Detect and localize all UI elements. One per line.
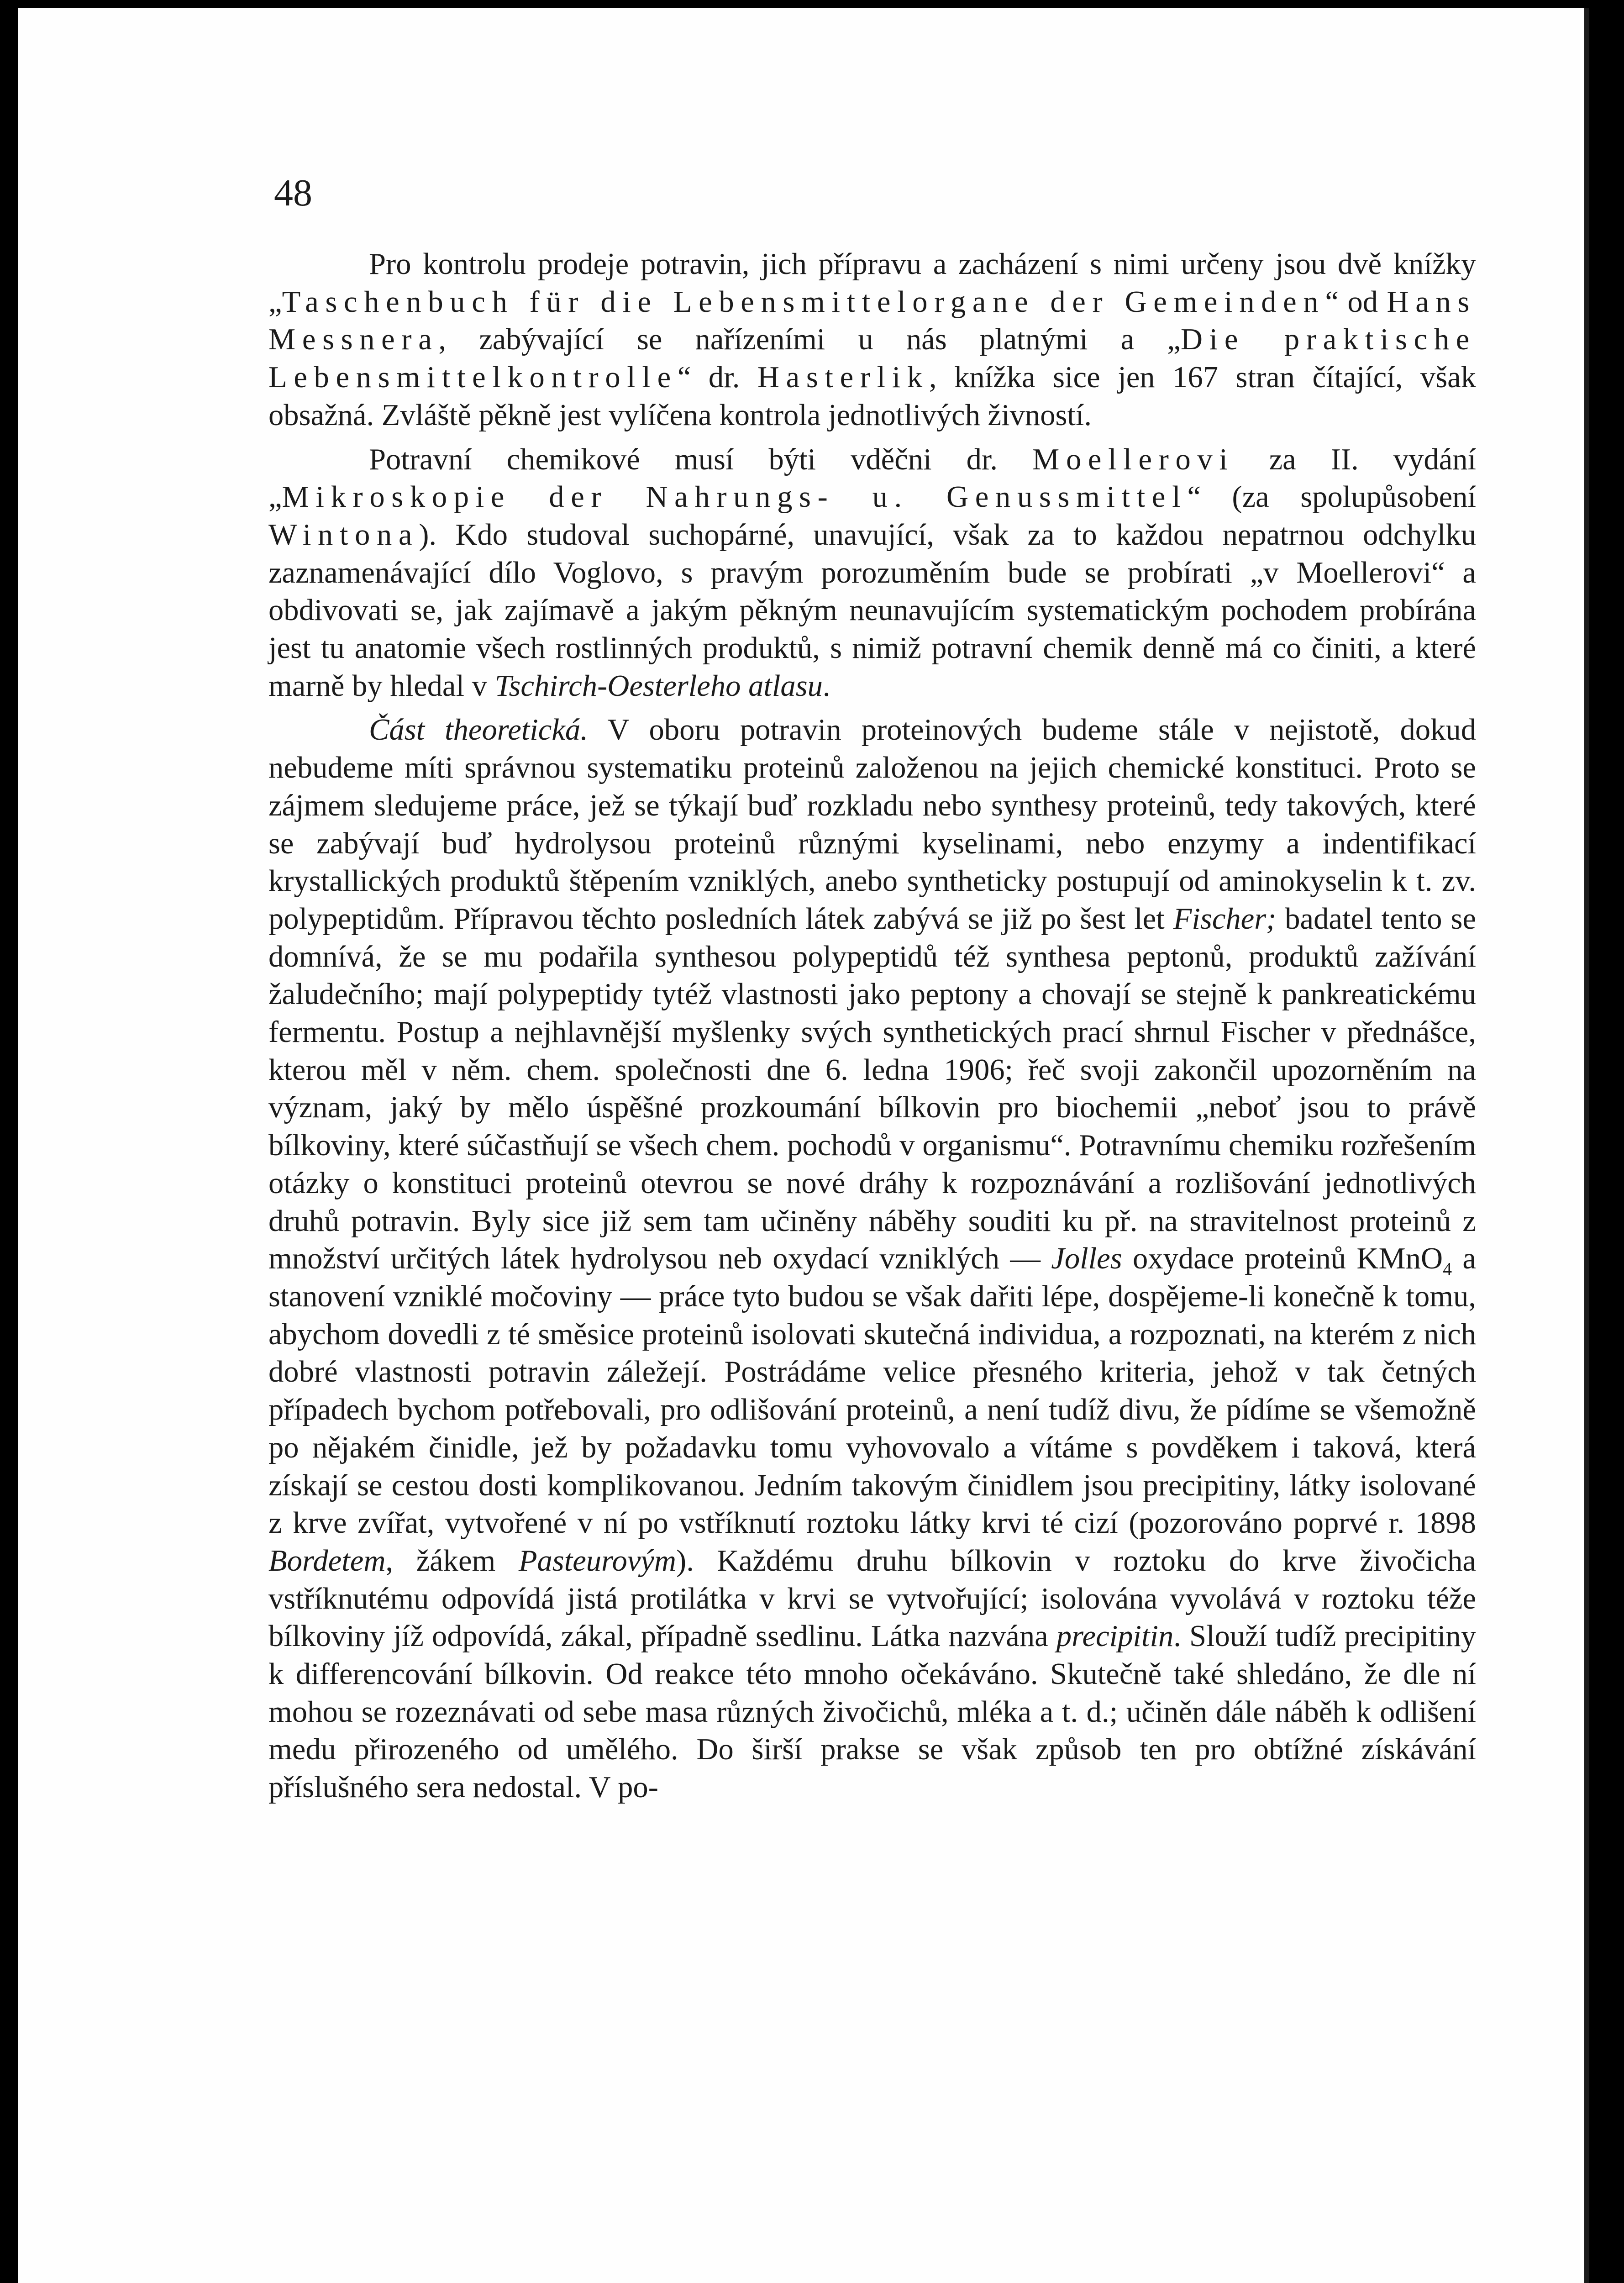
author-moeller: Moellerovi (1032, 442, 1235, 476)
author-bordet: Bordetem (268, 1544, 386, 1578)
body-text (268, 246, 1476, 1807)
text-run: “ od (1325, 285, 1387, 319)
author-messner: Hans Messnera (268, 285, 1476, 357)
term-precipitin: precipitin (1056, 1620, 1174, 1653)
text-run: “ (za spolupůsobení (1187, 480, 1476, 514)
text-run: , knížka sice jen 167 stran čítající, však obsažná. Zvláště pěkně jest vylíčena kontrola jednotlivých živností. (268, 361, 1476, 432)
atlas-title: Tschirch-Oesterleho atlasu (494, 669, 823, 703)
text-run: ). Kdo studoval suchopárné, unavující, však za to každou nepatrnou odchylku zaznamenávající dílo Voglovo, s pravým porozuměním bude se probírati „v Moellerovi“ a obdivovati se, jak zajímavě a jakým pěkným neunavujícím systematickým pochodem probírána jest tu anatomie všech rostlinných produktů, s nimiž potravní chemik denně má co činiti, a které marně by hledal v (268, 518, 1476, 703)
text-run: . Slouží tudíž precipitiny k differencování bílkovin. Od reakce této mnoho očekáváno. Skutečně také shledáno, že dle ní mohou se rozeznávati od sebe masa různých živočichů, mléka a t. d.; učiněn dále náběh k odlišení medu přirozeného od umělého. Do širší prakse se však způsob ten pro obtížné získávání příslušného sera nedostal. V po- (268, 1620, 1476, 1804)
text-run: V oboru potravin proteinových budeme stále v nejistotě, dokud nebudeme míti správnou systematiku proteinů založenou na jejich chemické konstituci. Proto se zájmem sledujeme práce, jež se týkají buď rozkladu nebo synthesy proteinů, tedy takových, které se zabývají buď hydrolysou proteinů různými kyselinami, nebo enzymy a indentifikací krystallických produktů štěpením vzniklých, anebo syntheticky postupují od aminokyselin k t. zv. polypeptidům. Přípravou těchto posledních látek zabývá se již po šest let (268, 713, 1476, 936)
author-winton: Wintona (268, 518, 419, 552)
text-run: . (822, 669, 830, 703)
text-run: a stanovení vzniklé močoviny — práce tyto budou se však dařiti lépe, dospějeme-li konečně k tomu, abychom dovedli z té směsice proteinů isolovati skutečná individua, a rozpoznati, na kterém z nich dobré vlastnosti potravin záležejí. Postrádáme velice přesného kriteria, jehož v tak četných případech bychom potřebovali, pro odlišování proteinů, a není tudíž divu, že pídíme se všemožně po nějakém činidle, jež by požadavku tomu vyhovovalo a vítáme s povděkem i taková, která získají se cestou dosti komplikovanou. Jedním takovým činidlem jsou precipitiny, látky isolované z krve zvířat, vytvořené v ní po vstříknutí roztoku látky krvi té cizí (pozorováno poprvé r. 1898 (268, 1242, 1476, 1540)
section-heading: Část theoretická. (369, 713, 588, 747)
text-run: , zabývající se nařízeními u nás platnými a „ (438, 323, 1181, 357)
text-run: Potravní chemikové musí býti vděčni dr. (369, 442, 1033, 476)
text-run: “ dr. (677, 361, 757, 395)
text-run: oxydace proteinů KMnO (1122, 1242, 1443, 1276)
author-fischer: Fischer; (1173, 902, 1277, 936)
paragraph-theoretical-part (268, 711, 1476, 1806)
text-run: Pro kontrolu prodeje potravin, jich přípravu a zacházení s nimi určeny jsou dvě knížky „ (268, 247, 1476, 319)
page-number: 48 (274, 172, 312, 214)
text-run: , žákem (385, 1544, 519, 1578)
text-run: ). Každému druhu bílkovin v roztoku do krve živočicha vstříknutému odpovídá jistá protilátka v krvi se vytvořující; isolována vyvolává v roztoku téže bílkoviny jíž odpovídá, zákal, případně ssedlinu. Látka nazvána (268, 1544, 1476, 1653)
book-title-taschenbuch: Taschenbuch für die Lebensmittelorgane der Gemeinden (282, 285, 1325, 319)
text-run: za II. vydání „ (268, 442, 1477, 514)
text-run: badatel tento se domnívá, že se mu podařila synthesou polypeptidů též synthesa peptonů, produktů zažívání žaludečního; mají polypeptidy tytéž vlastnosti jako peptony a chovají se stejně k pankreatickému fermentu. Postup a nejhlavnější myšlenky svých synthetických prací shrnul Fischer v přednášce, kterou měl v něm. chem. společnosti dne 6. ledna 1906; řeč svoji zakončil upozorněním na význam, jaký by mělo úspěšné prozkoumání bílkovin pro biochemii „neboť jsou to právě bílkoviny, které súčastňují se všech chem. pochodů v organismu“. Potravnímu chemiku rozřešením otázky o konstituci proteinů otevrou se nové dráhy k rozpoznávání a rozlišování jednotlivých druhů potravin. Byly sice již sem tam učiněny náběhy souditi ku př. na stravitelnost proteinů z množství určitých látek hydrolysou neb oxydací vzniklých — (268, 902, 1477, 1276)
subscript: 4 (1443, 1258, 1452, 1279)
author-hasterlik: Hasterlik (757, 361, 929, 395)
author-jolles: Jolles (1051, 1242, 1122, 1276)
paragraph-microscopy (268, 441, 1476, 705)
scanned-page (18, 8, 1589, 2283)
book-title-lebensmittelkontrolle: Die praktische Lebensmittelkontrolle (268, 323, 1476, 395)
book-title-mikroskopie: Mikroskopie der Nahrungs- u. Genussmittel (282, 480, 1188, 514)
paragraph-food-control-books (268, 246, 1476, 435)
author-pasteur: Pasteurovým (518, 1544, 677, 1578)
